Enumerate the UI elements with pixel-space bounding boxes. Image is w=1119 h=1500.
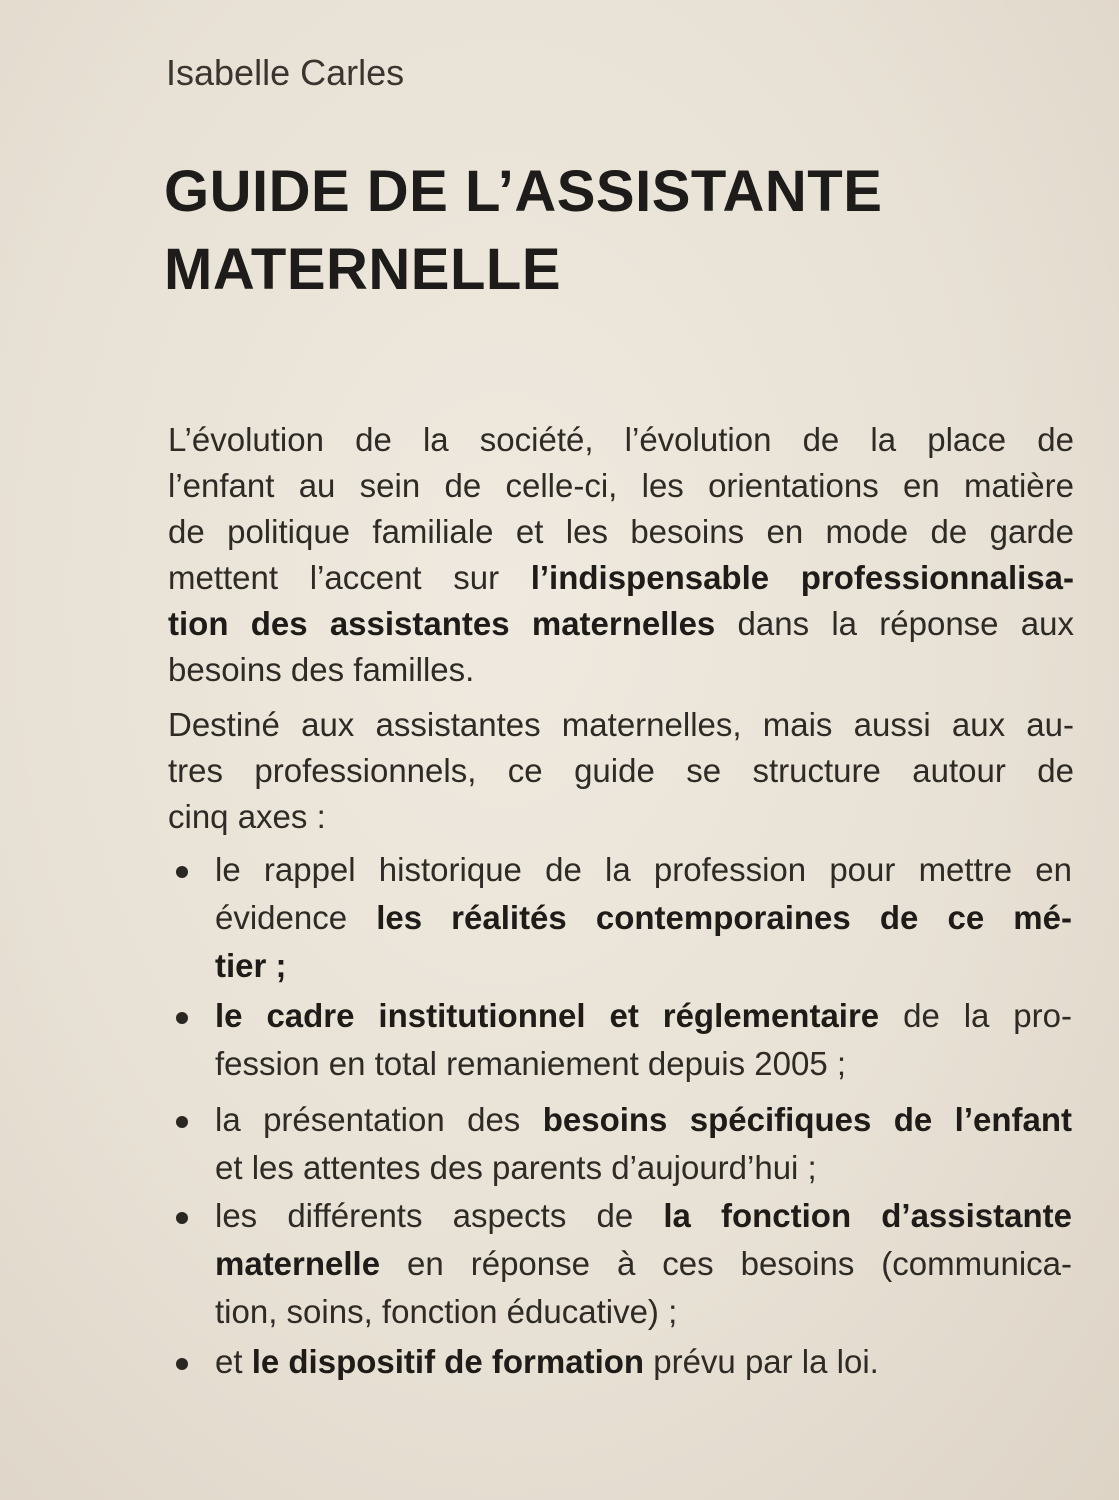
text-segment: prévu par la loi.	[644, 1343, 879, 1380]
author-name: Isabelle Carles	[166, 52, 405, 93]
text-line	[215, 1244, 1072, 1284]
text-segment: Destiné aux assistantes maternelles, mais aussi aux au-	[168, 706, 1074, 743]
text-segment: et les attentes des parents d’aujourd’hui ;	[215, 1149, 817, 1186]
bold-text: le cadre institutionnel et réglementaire	[215, 997, 880, 1034]
text-segment: dans la réponse aux	[715, 605, 1074, 642]
bullet-icon	[176, 1012, 188, 1024]
text-segment: la présentation des	[215, 1101, 543, 1138]
text-line	[168, 512, 1074, 552]
text-line	[215, 996, 1072, 1036]
bold-text: l’indispensable professionnalisa-	[530, 559, 1074, 596]
text-line	[168, 466, 1074, 506]
text-segment: le rappel historique de la profession pour mettre en	[215, 851, 1072, 888]
text-line	[168, 420, 1074, 460]
text-line	[168, 650, 1074, 690]
text-segment: L’évolution de la société, l’évolution de la place de	[168, 421, 1074, 458]
text-segment: évidence	[215, 899, 377, 936]
text-segment: fession en total remaniement depuis 2005 ;	[215, 1045, 847, 1082]
text-segment: en réponse à ces besoins (communica-	[380, 1245, 1072, 1282]
text-line	[168, 797, 1074, 837]
text-segment: l’enfant au sein de celle-ci, les orientations en matière	[168, 467, 1074, 504]
bold-text: le dispositif de formation	[251, 1343, 645, 1380]
book-title-line-2: MATERNELLE	[164, 237, 562, 302]
text-segment: mettent l’accent sur	[168, 559, 531, 596]
text-line	[215, 946, 1072, 986]
text-line	[168, 558, 1074, 598]
text-line	[215, 898, 1072, 938]
bold-text: la fonction d’assistante	[663, 1197, 1072, 1234]
text-segment: tion, soins, fonction éducative) ;	[215, 1293, 678, 1330]
bold-text: les réalités contemporaines de ce mé-	[376, 899, 1072, 936]
bold-text: besoins spécifiques de l’enfant	[542, 1101, 1072, 1138]
text-segment: cinq axes :	[168, 798, 326, 835]
text-segment: de la pro-	[879, 997, 1072, 1034]
text-line	[215, 1292, 1072, 1332]
bold-text: tier ;	[215, 947, 287, 984]
text-line	[215, 850, 1072, 890]
text-segment: besoins des familles.	[168, 651, 475, 688]
text-line	[215, 1100, 1072, 1140]
bullet-icon	[176, 1212, 188, 1224]
text-line	[215, 1044, 1072, 1084]
text-line	[168, 705, 1074, 745]
bullet-icon	[176, 1116, 188, 1128]
text-line	[215, 1342, 1072, 1382]
book-title-line-1: GUIDE DE L’ASSISTANTE	[164, 159, 883, 224]
text-segment: de politique familiale et les besoins en mode de garde	[168, 513, 1074, 550]
bullet-icon	[176, 866, 188, 878]
text-segment: tres professionnels, ce guide se structure autour de	[168, 752, 1074, 789]
bold-text: tion des assistantes maternelles	[168, 605, 716, 642]
text-segment: et	[215, 1343, 252, 1380]
bullet-icon	[176, 1358, 188, 1370]
text-line	[215, 1196, 1072, 1236]
text-segment: les différents aspects de	[215, 1197, 664, 1234]
text-line	[168, 751, 1074, 791]
bold-text: maternelle	[215, 1245, 381, 1282]
text-line	[168, 604, 1074, 644]
text-line	[215, 1148, 1072, 1188]
